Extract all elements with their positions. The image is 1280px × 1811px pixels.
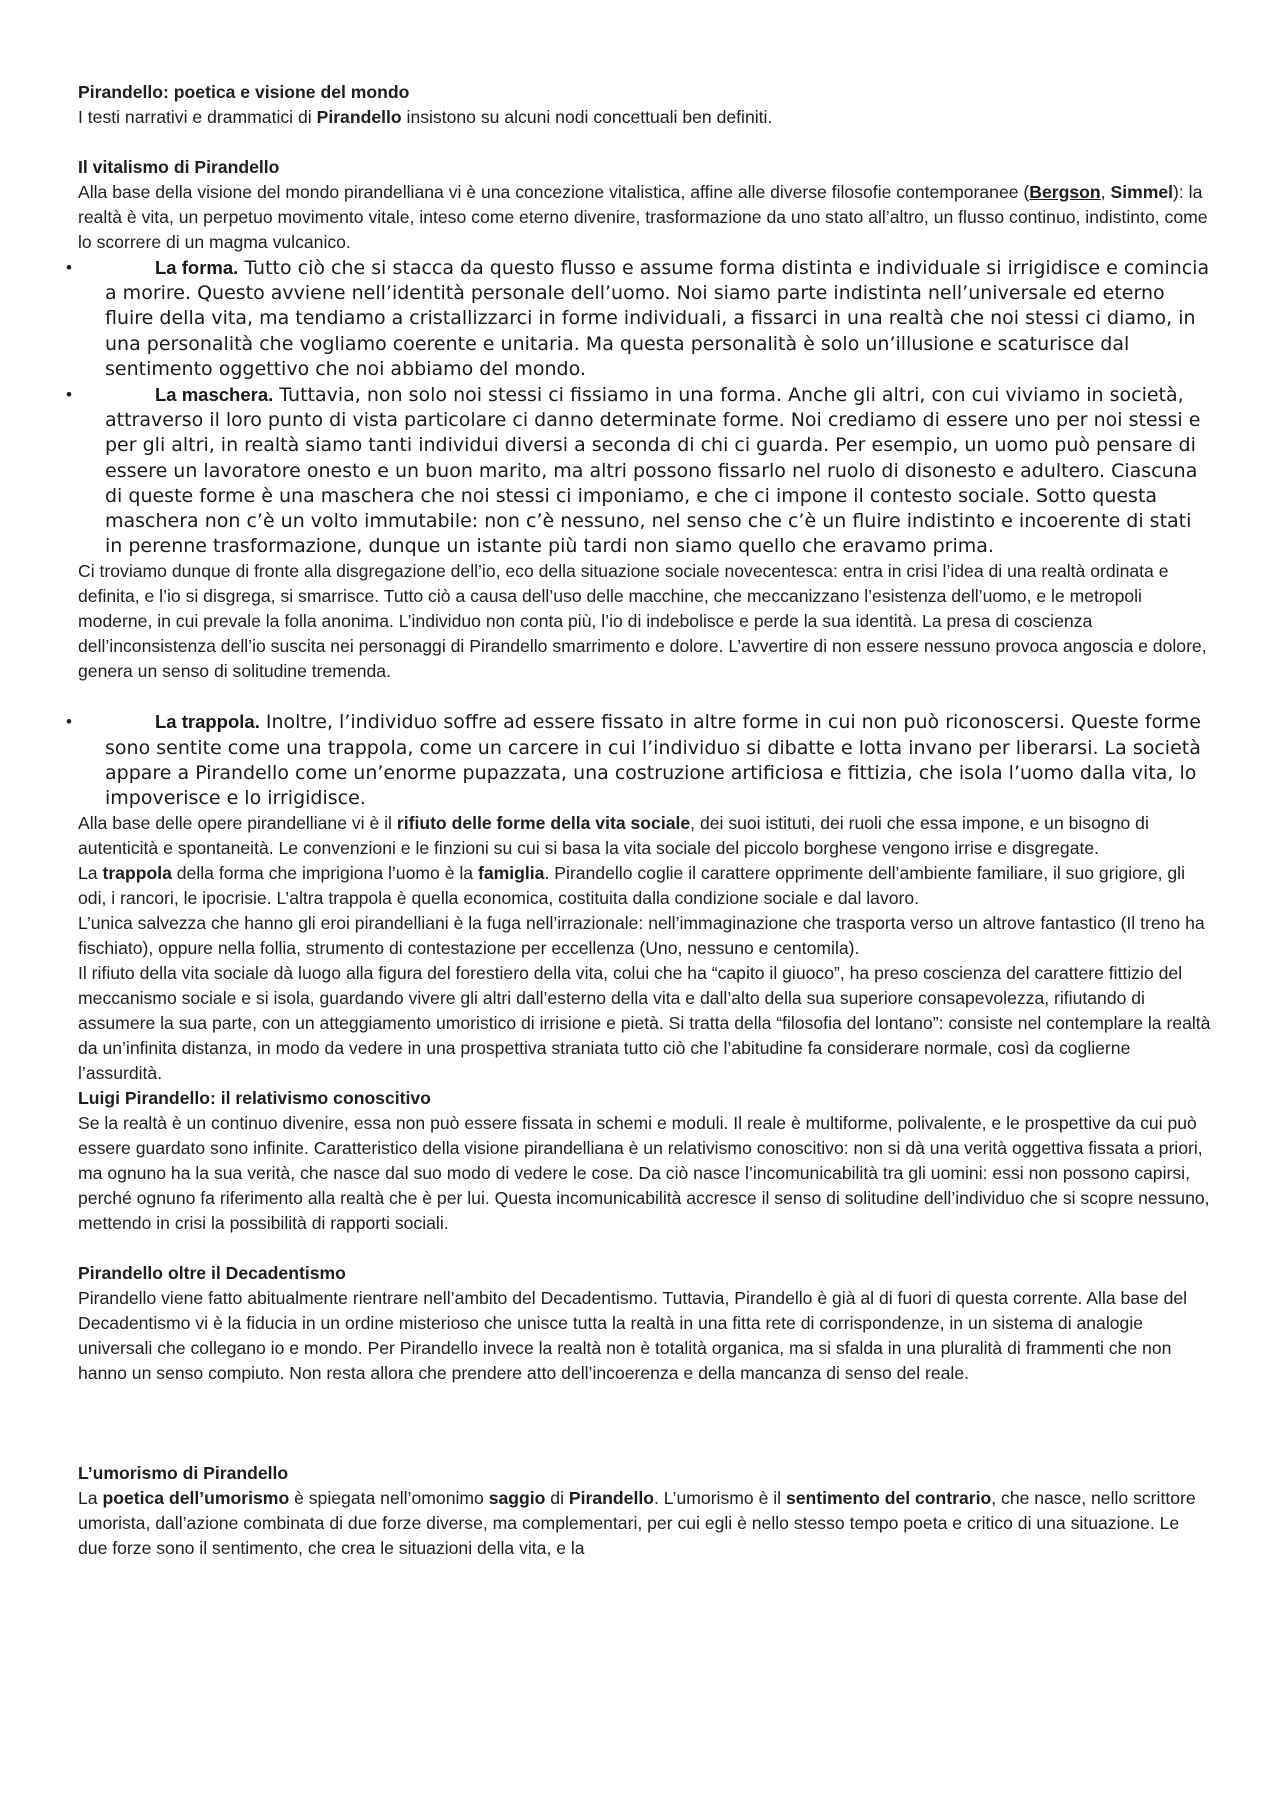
paragraph: Pirandello viene fatto abitualmente rientrare nell’ambito del Decadentismo. Tuttavia, Pirandello è già al di fuori di questa corrente. Alla base del Decadentismo vi è la fiducia in un ordine misterioso che unisce tutta la realtà in una fitta rete di corrispondenze, in un sistema di analogie universali che collegano io e mondo. Per Pirandello invece la realtà non è totalità organica, ma si sfalda in una pluralità di frammenti che non hanno un senso compiuto. Non resta allora che prendere atto dell’incoerenza e della mancanza di senso del reale. [78,1288,1188,1384]
paragraph: La poetica dell’umorismo è spiegata nell’omonimo saggio di Pirandello. L’umorismo è il sentimento del contrario, che nasce, nello scrittore umorista, dall’azione combinata di due forze diverse, ma complementari, per cui egli è nello stesso tempo poeta e critico di una situazione. Le due forze sono il sentimento, che crea le situazioni della vita, e la [78,1488,1196,1559]
paragraph: L’unica salvezza che hanno gli eroi pirandelliani è la fuga nell’irrazionale: nell’immaginazione che trasporta verso un altrove fantastico (Il treno ha fischiato), oppure nella follia, strumento di contestazione per eccellenza (Uno, nessuno e centomila). [78,913,1205,959]
document-page [66,80,1213,1561]
list-item: • La trappola. Inoltre, l’individuo soffre ad essere fissato in altre forme in cui non può riconoscersi. Queste forme sono sentite come una trappola, come un carcere in cui l’individuo si dibatte e lotta invano per liberarsi. La società appare a Pirandello come un’enorme pupazzata, una costruzione artificiosa e fittizia, che isola l’uomo dalla vita, lo impoverisce e lo irrigidisce. [66,711,1201,810]
section-title: L’umorismo di Pirandello [78,1463,289,1484]
list-item: • La maschera. Tuttavia, non solo noi stessi ci fissiamo in una forma. Anche gli altri, con cui viviamo in società, attraverso il loro punto di vista particolare ci danno determinate forme. Noi crediamo di essere uno per noi stessi e per gli altri, in realtà siamo tanti individui diversi a seconda di chi ci guarda. Per esempio, un uomo può pensare di essere un lavoratore onesto e un buon marito, ma altri possono fissarlo nel ruolo di disonesto e adultero. Ciascuna di queste forme è una maschera che noi stessi ci imponiamo, e che ci impone il contesto sociale. Sotto questa maschera non c’è un volto immutabile: non c’è nessuno, nel senso che c’è un fluire indistinto e incoerente di stati in perenne trasformazione, dunque un istante più tardi non siamo quello che eravamo prima. [66,384,1201,558]
bullet-list [66,709,1213,811]
section-title: Pirandello: poetica e visione del mondo [78,82,410,102]
paragraph: Alla base delle opere pirandelliane vi è il rifiuto delle forme della vita sociale, dei suoi istituti, dei ruoli che essa impone, e un bisogno di autenticità e spontaneità. Le convenzioni e le finzioni su cui si basa la vita sociale del piccolo borghese vengono irrise e disgregate. [78,813,1149,859]
bullet-icon: • [66,712,72,732]
bullet-list [66,255,1213,559]
paragraph: I testi narrativi e drammatici di Pirandello insistono su alcuni nodi concettuali ben definiti. [78,107,773,127]
section-title: Il vitalismo di Pirandello [78,157,280,177]
paragraph: Il rifiuto della vita sociale dà luogo alla figura del forestiero della vita, colui che ha “capito il giuoco”, ha preso coscienza del carattere fittizio del meccanismo sociale e si isola, guardando vivere gli altri dall’esterno della vita e dall’alto della sua superiore consapevolezza, rifiutando di assumere la sua parte, con un atteggiamento umoristico di irrisione e pietà. Si tratta della “filosofia del lontano”: consiste nel contemplare la realtà da un’infinita distanza, in modo da vedere in una prospettiva straniata tutto ciò che l’abitudine fa considerare normale, così da coglierne l’assurdità. [78,963,1211,1084]
paragraph: Se la realtà è un continuo divenire, essa non può essere fissata in schemi e moduli. Il reale è multiforme, polivalente, e le prospettive da cui può essere guardato sono infinite. Caratteristico della visione pirandelliana è un relativismo conoscitivo: non si dà una verità oggettiva fissata a priori, ma ognuno ha la sua verità, che nasce dal suo modo di vedere le cose. Da ciò nasce l’incomunicabilità tra gli uomini: essi non possono capirsi, perché ognuno fa riferimento alla realtà che è per lui. Questa incomunicabilità accresce il senso di solitudine dell’individuo che si scopre nessuno, mettendo in crisi la possibilità di rapporti sociali. [78,1113,1210,1234]
section-title: Pirandello oltre il Decadentismo [78,1263,346,1284]
paragraph: Alla base della visione del mondo pirandelliana vi è una concezione vitalistica, affine alle diverse filosofie contemporanee (Bergson, Simmel): la realtà è vita, un perpetuo movimento vitale, inteso come eterno divenire, trasformazione da uno stato all’altro, un flusso continuo, indistinto, come lo scorrere di un magma vulcanico. [78,182,1208,252]
section-title: Luigi Pirandello: il relativismo conoscitivo [78,1088,431,1109]
bullet-icon: • [66,258,72,277]
bullet-icon: • [66,385,72,405]
paragraph: La trappola della forma che imprigiona l’uomo è la famiglia. Pirandello coglie il carattere opprimente dell’ambiente familiare, il suo grigiore, gli odi, i rancori, le ipocrisie. L’altra trappola è quella economica, costituita dalla condizione sociale e dal lavoro. [78,863,1185,909]
list-item: • La forma. Tutto ciò che si stacca da questo flusso e assume forma distinta e individuale si irrigidisce e comincia a morire. Questo avviene nell’identità personale dell’uomo. Noi siamo parte indistinta nell’universale ed eterno fluire della vita, ma tendiamo a cristallizzarci in forme individuali, a fissarci in una realtà che noi stessi ci diamo, in una personalità che vogliamo coerente e unitaria. Ma questa personalità è solo un’illusione e scaturisce dal sentimento oggettivo che noi abbiamo del mondo. [66,257,1210,380]
paragraph: Ci troviamo dunque di fronte alla disgregazione dell’io, eco della situazione sociale novecentesca: entra in crisi l’idea di una realtà ordinata e definita, e l’io si disgrega, si smarrisce. Tutto ciò a causa dell’uso delle macchine, che meccanizzano l’esistenza dell’uomo, e le metropoli moderne, in cui prevale la folla anonima. L’individuo non conta più, l’io di indebolisce e perde la sua identità. La presa di coscienza dell’inconsistenza dell’io suscita nei personaggi di Pirandello smarrimento e dolore. L’avvertire di non essere nessuno provoca angoscia e dolore, genera un senso di solitudine tremenda. [78,561,1207,682]
